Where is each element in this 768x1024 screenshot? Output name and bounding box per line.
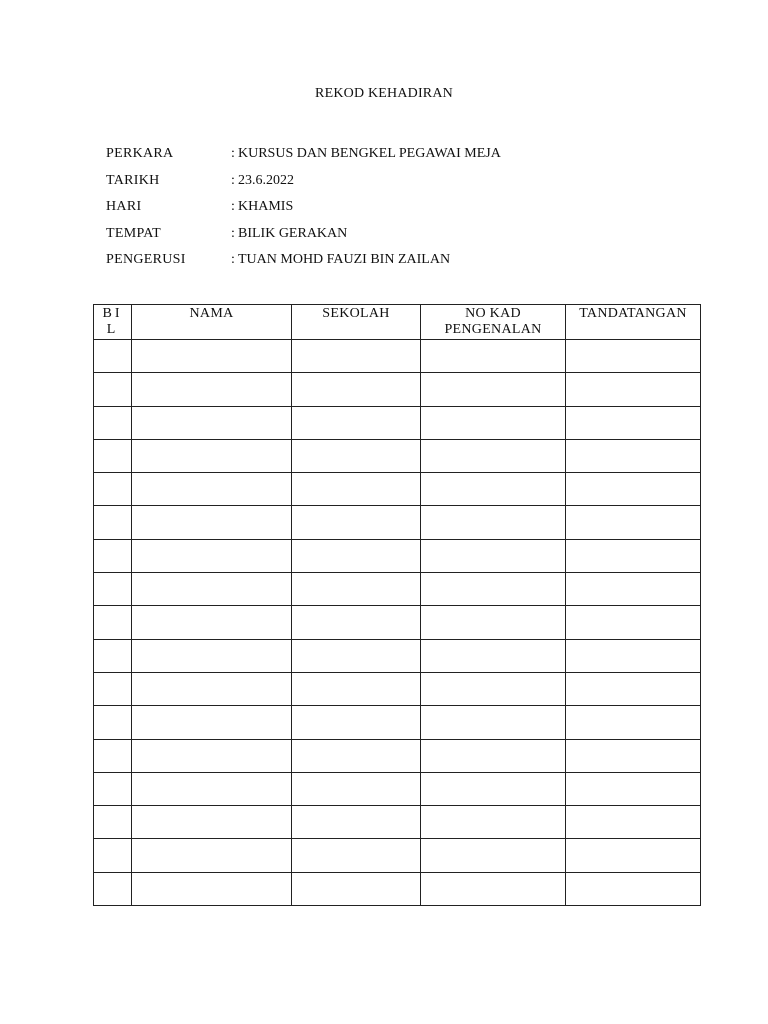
cell-nama [132, 373, 292, 406]
header-nama: NAMA [132, 305, 292, 340]
cell-tandatangan [566, 606, 701, 639]
info-row-hari [106, 194, 666, 221]
cell-tandatangan [566, 406, 701, 439]
cell-no-kad-pengenalan [421, 639, 566, 672]
table-row [94, 706, 701, 739]
cell-bil [94, 406, 132, 439]
cell-tandatangan [566, 839, 701, 872]
cell-tandatangan [566, 639, 701, 672]
cell-bil [94, 340, 132, 373]
cell-nama [132, 806, 292, 839]
cell-sekolah [292, 439, 421, 472]
cell-nama [132, 639, 292, 672]
cell-sekolah [292, 573, 421, 606]
cell-sekolah [292, 839, 421, 872]
header-bil-label: BIL [102, 306, 123, 337]
info-label: TEMPAT [106, 225, 161, 241]
cell-sekolah [292, 373, 421, 406]
info-separator: : [231, 172, 235, 188]
info-separator: : [231, 199, 235, 215]
cell-nama [132, 439, 292, 472]
table-row [94, 573, 701, 606]
cell-tandatangan [566, 806, 701, 839]
table-row [94, 739, 701, 772]
info-value: KURSUS DAN BENGKEL PEGAWAI MEJA [238, 146, 501, 162]
info-label: HARI [106, 199, 142, 215]
table-row [94, 606, 701, 639]
cell-no-kad-pengenalan [421, 539, 566, 572]
header-bil [94, 305, 132, 340]
cell-sekolah [292, 739, 421, 772]
cell-no-kad-pengenalan [421, 373, 566, 406]
cell-sekolah [292, 872, 421, 905]
table-row [94, 406, 701, 439]
cell-no-kad-pengenalan [421, 473, 566, 506]
cell-bil [94, 606, 132, 639]
cell-no-kad-pengenalan [421, 806, 566, 839]
info-label: PENGERUSI [106, 252, 186, 268]
cell-bil [94, 739, 132, 772]
cell-nama [132, 506, 292, 539]
cell-bil [94, 839, 132, 872]
table-row [94, 539, 701, 572]
cell-nama [132, 340, 292, 373]
cell-sekolah [292, 539, 421, 572]
cell-sekolah [292, 473, 421, 506]
table-row [94, 439, 701, 472]
info-row-pengerusi [106, 247, 666, 274]
cell-nama [132, 473, 292, 506]
cell-no-kad-pengenalan [421, 340, 566, 373]
info-row-perkara [106, 141, 666, 168]
cell-no-kad-pengenalan [421, 573, 566, 606]
cell-tandatangan [566, 573, 701, 606]
cell-bil [94, 706, 132, 739]
cell-bil [94, 772, 132, 805]
cell-tandatangan [566, 672, 701, 705]
cell-nama [132, 772, 292, 805]
info-separator: : [231, 225, 235, 241]
cell-tandatangan [566, 439, 701, 472]
cell-no-kad-pengenalan [421, 672, 566, 705]
info-label: PERKARA [106, 146, 174, 162]
cell-bil [94, 373, 132, 406]
header-tandatangan: TANDATANGAN [566, 305, 701, 340]
info-value: 23.6.2022 [238, 172, 294, 188]
table-row [94, 806, 701, 839]
info-separator: : [231, 252, 235, 268]
attendance-body [94, 340, 701, 906]
table-row [94, 506, 701, 539]
cell-nama [132, 706, 292, 739]
cell-tandatangan [566, 739, 701, 772]
info-separator: : [231, 146, 235, 162]
cell-no-kad-pengenalan [421, 706, 566, 739]
cell-bil [94, 573, 132, 606]
cell-bil [94, 539, 132, 572]
cell-tandatangan [566, 772, 701, 805]
cell-tandatangan [566, 373, 701, 406]
cell-tandatangan [566, 706, 701, 739]
attendance-table [93, 304, 701, 906]
info-value: KHAMIS [238, 199, 294, 215]
table-row [94, 772, 701, 805]
table-header-row [94, 305, 701, 340]
cell-bil [94, 872, 132, 905]
cell-bil [94, 806, 132, 839]
cell-nama [132, 573, 292, 606]
cell-tandatangan [566, 539, 701, 572]
info-row-tempat [106, 221, 666, 248]
cell-bil [94, 506, 132, 539]
cell-no-kad-pengenalan [421, 606, 566, 639]
cell-sekolah [292, 340, 421, 373]
header-sekolah: SEKOLAH [292, 305, 421, 340]
cell-no-kad-pengenalan [421, 772, 566, 805]
cell-no-kad-pengenalan [421, 406, 566, 439]
table-row [94, 872, 701, 905]
cell-sekolah [292, 706, 421, 739]
table-row [94, 340, 701, 373]
cell-sekolah [292, 639, 421, 672]
cell-no-kad-pengenalan [421, 506, 566, 539]
cell-tandatangan [566, 340, 701, 373]
cell-nama [132, 672, 292, 705]
cell-sekolah [292, 606, 421, 639]
cell-bil [94, 672, 132, 705]
meeting-info [106, 141, 666, 274]
cell-nama [132, 872, 292, 905]
info-value: BILIK GERAKAN [238, 225, 348, 241]
cell-tandatangan [566, 473, 701, 506]
cell-nama [132, 606, 292, 639]
cell-nama [132, 539, 292, 572]
cell-sekolah [292, 806, 421, 839]
document-title: REKOD KEHADIRAN [315, 86, 453, 101]
cell-nama [132, 839, 292, 872]
info-value: TUAN MOHD FAUZI BIN ZAILAN [238, 252, 451, 268]
cell-nama [132, 406, 292, 439]
cell-bil [94, 473, 132, 506]
cell-nama [132, 739, 292, 772]
table-row [94, 473, 701, 506]
info-label: TARIKH [106, 172, 160, 188]
cell-bil [94, 639, 132, 672]
cell-no-kad-pengenalan [421, 739, 566, 772]
table-row [94, 672, 701, 705]
table-row [94, 839, 701, 872]
header-no-kad-pengenalan: NO KAD PENGENALAN [421, 305, 566, 340]
cell-tandatangan [566, 506, 701, 539]
table-row [94, 373, 701, 406]
info-row-tarikh [106, 168, 666, 195]
cell-no-kad-pengenalan [421, 439, 566, 472]
cell-tandatangan [566, 872, 701, 905]
cell-sekolah [292, 506, 421, 539]
cell-no-kad-pengenalan [421, 872, 566, 905]
table-row [94, 639, 701, 672]
cell-sekolah [292, 672, 421, 705]
cell-sekolah [292, 772, 421, 805]
cell-no-kad-pengenalan [421, 839, 566, 872]
cell-bil [94, 439, 132, 472]
cell-sekolah [292, 406, 421, 439]
